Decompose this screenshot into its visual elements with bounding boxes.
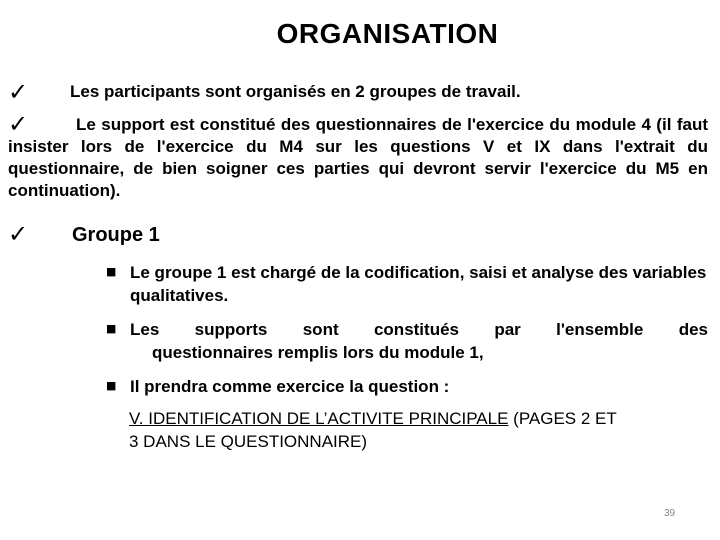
square-bullet-icon: ■ (106, 265, 117, 278)
point-participants: Les participants sont organisés en 2 groupes de travail. (70, 82, 521, 101)
question-reference-pages: (PAGES 2 ET (508, 409, 617, 428)
question-reference-underlined: V. IDENTIFICATION DE L’ACTIVITE PRINCIPALE (129, 409, 509, 428)
square-bullet-icon: ■ (106, 379, 117, 392)
groupe-heading: Groupe 1 (72, 224, 160, 246)
sub-point-supports-line2: questionnaires remplis lors du module 1, (152, 343, 484, 362)
question-reference-line1 (104, 408, 617, 430)
checkmark-icon: ✓ (8, 110, 29, 138)
checkmark-icon: ✓ (8, 78, 29, 106)
sub-point-codification: Le groupe 1 est chargé de la codification, saisi et analyse des variables qualitatives. (130, 263, 707, 305)
square-bullet-icon: ■ (106, 322, 117, 335)
sub-point-supports-line1: Les supports sont constitués par l'ensemble des (130, 320, 708, 339)
question-reference-line2: 3 DANS LE QUESTIONNAIRE) (129, 432, 368, 451)
checkmark-icon: ✓ (8, 220, 29, 248)
page-number: 39 (664, 508, 676, 519)
point-support: Le support est constitué des questionnaires de l'exercice du module 4 (il faut insister lors de l'exercice du M4 sur les questions V et IX dans l'extrait du questionnaire, de bien soigner ces parties qui devront servir l'exercice du M5 en continuation). (8, 115, 708, 200)
page-title: ORGANISATION (276, 18, 499, 49)
sub-point-exercice: Il prendra comme exercice la question : (130, 377, 450, 396)
